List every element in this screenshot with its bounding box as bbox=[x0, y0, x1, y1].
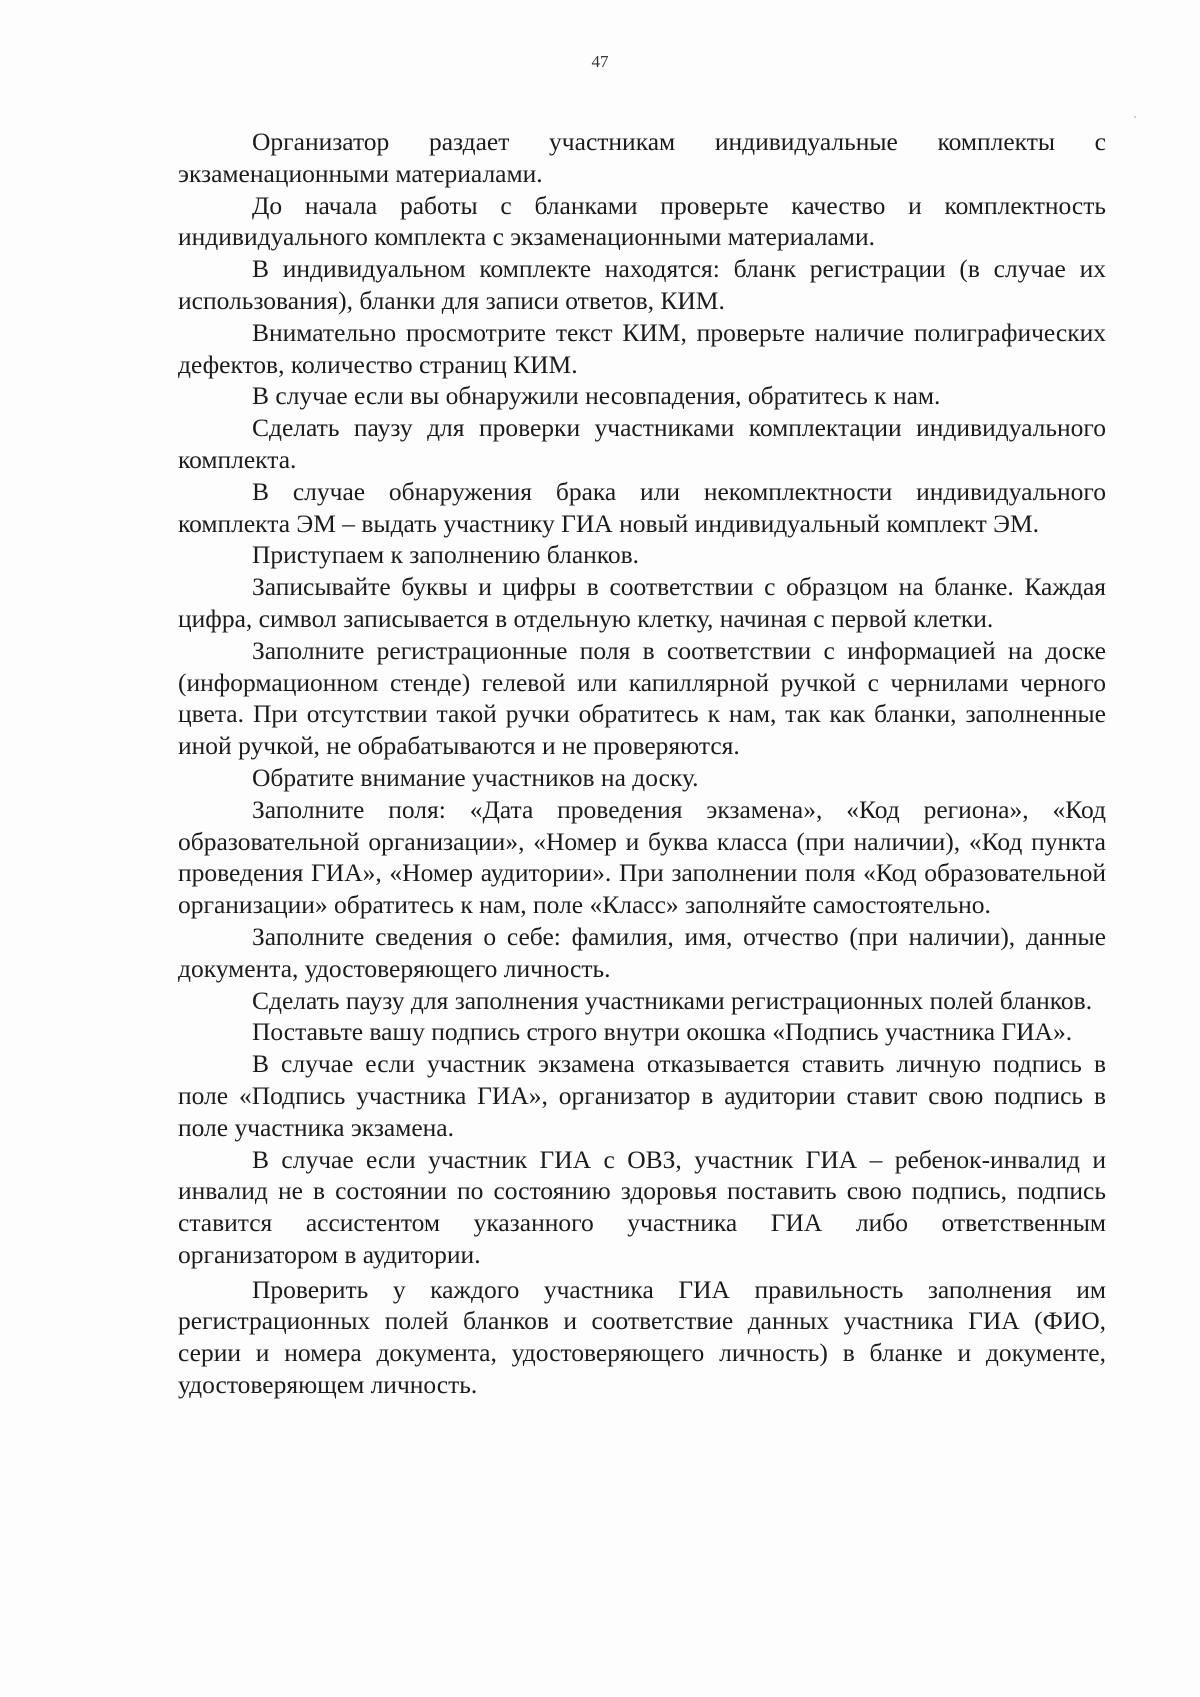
paragraph: Поставьте вашу подпись строго внутри окошка «Подпись участника ГИА». bbox=[252, 1017, 1073, 1047]
paragraph: Записывайте буквы и цифры в соответствии с образцом на бланке. Каждая цифра, символ записывается в отдельную клетку, начиная с первой клетки. bbox=[178, 572, 1106, 633]
paragraph: В случае обнаружения брака или некомплектности индивидуального комплекта ЭМ – выдать участнику ГИА новый индивидуальный комплект ЭМ. bbox=[178, 476, 1106, 538]
paragraph: Приступаем к заполнению бланков. bbox=[252, 540, 640, 570]
paragraph: В случае если участник ГИА с ОВЗ, участник ГИА – ребенок-инвалид и инвалид не в состоянии по состоянию здоровья поставить свою подпись, подпись ставится ассистентом указанного участника ГИА либо ответственным организатором в аудитории. bbox=[178, 1144, 1106, 1269]
paragraph: В индивидуальном комплекте находятся: бланк регистрации (в случае их использования), бланки для записи ответов, КИМ. bbox=[178, 254, 1106, 315]
paragraph: Организатор раздает участникам индивидуальные комплекты с экзаменационными материалами. bbox=[178, 127, 1106, 188]
paragraph: Обратите внимание участников на доску. bbox=[252, 762, 699, 792]
paragraph: Заполните сведения о себе: фамилия, имя, отчество (при наличии), данные документа, удостоверяющего личность. bbox=[178, 921, 1106, 983]
paragraph: Заполните поля: «Дата проведения экзамена», «Код региона», «Код образовательной организации», «Номер и буква класса (при наличии), «Код пункта проведения ГИА», «Номер аудитории». При заполнении поля «Код образовательной организации» обратитесь к нам, поле «Класс» заполняйте самостоятельно. bbox=[178, 794, 1106, 920]
paragraph: Сделать паузу для проверки участниками комплектации индивидуального комплекта. bbox=[178, 413, 1106, 474]
scan-speck bbox=[1134, 116, 1136, 118]
paragraph: Внимательно просмотрите текст КИМ, проверьте наличие полиграфических дефектов, количество страниц КИМ. bbox=[178, 317, 1106, 379]
page-number: 47 bbox=[591, 52, 609, 71]
document-body bbox=[178, 126, 1106, 1401]
paragraph: В случае если вы обнаружили несовпадения, обратитесь к нам. bbox=[252, 381, 941, 411]
paragraph: Заполните регистрационные поля в соответствии с информацией на доске (информационном стенде) гелевой или капиллярной ручкой с чернилами черного цвета. При отсутствии такой ручки обратитесь к нам, так как бланки, заполненные иной ручкой, не обрабатываются и не проверяются. bbox=[178, 635, 1106, 761]
paragraph: До начала работы с бланками проверьте качество и комплектность индивидуального комплекта с экзаменационными материалами. bbox=[178, 190, 1106, 252]
paragraph: В случае если участник экзамена отказывается ставить личную подпись в поле «Подпись участника ГИА», организатор в аудитории ставит свою подпись в поле участника экзамена. bbox=[178, 1049, 1106, 1142]
paragraph: Проверить у каждого участника ГИА правильность заполнения им регистрационных полей бланков и соответствие данных участника ГИА (ФИО, серии и номера документа, удостоверяющего личность) в бланке и документе, удостоверяющем личность. bbox=[178, 1274, 1106, 1400]
paragraph: Сделать паузу для заполнения участниками регистрационных полей бланков. bbox=[252, 985, 1093, 1015]
